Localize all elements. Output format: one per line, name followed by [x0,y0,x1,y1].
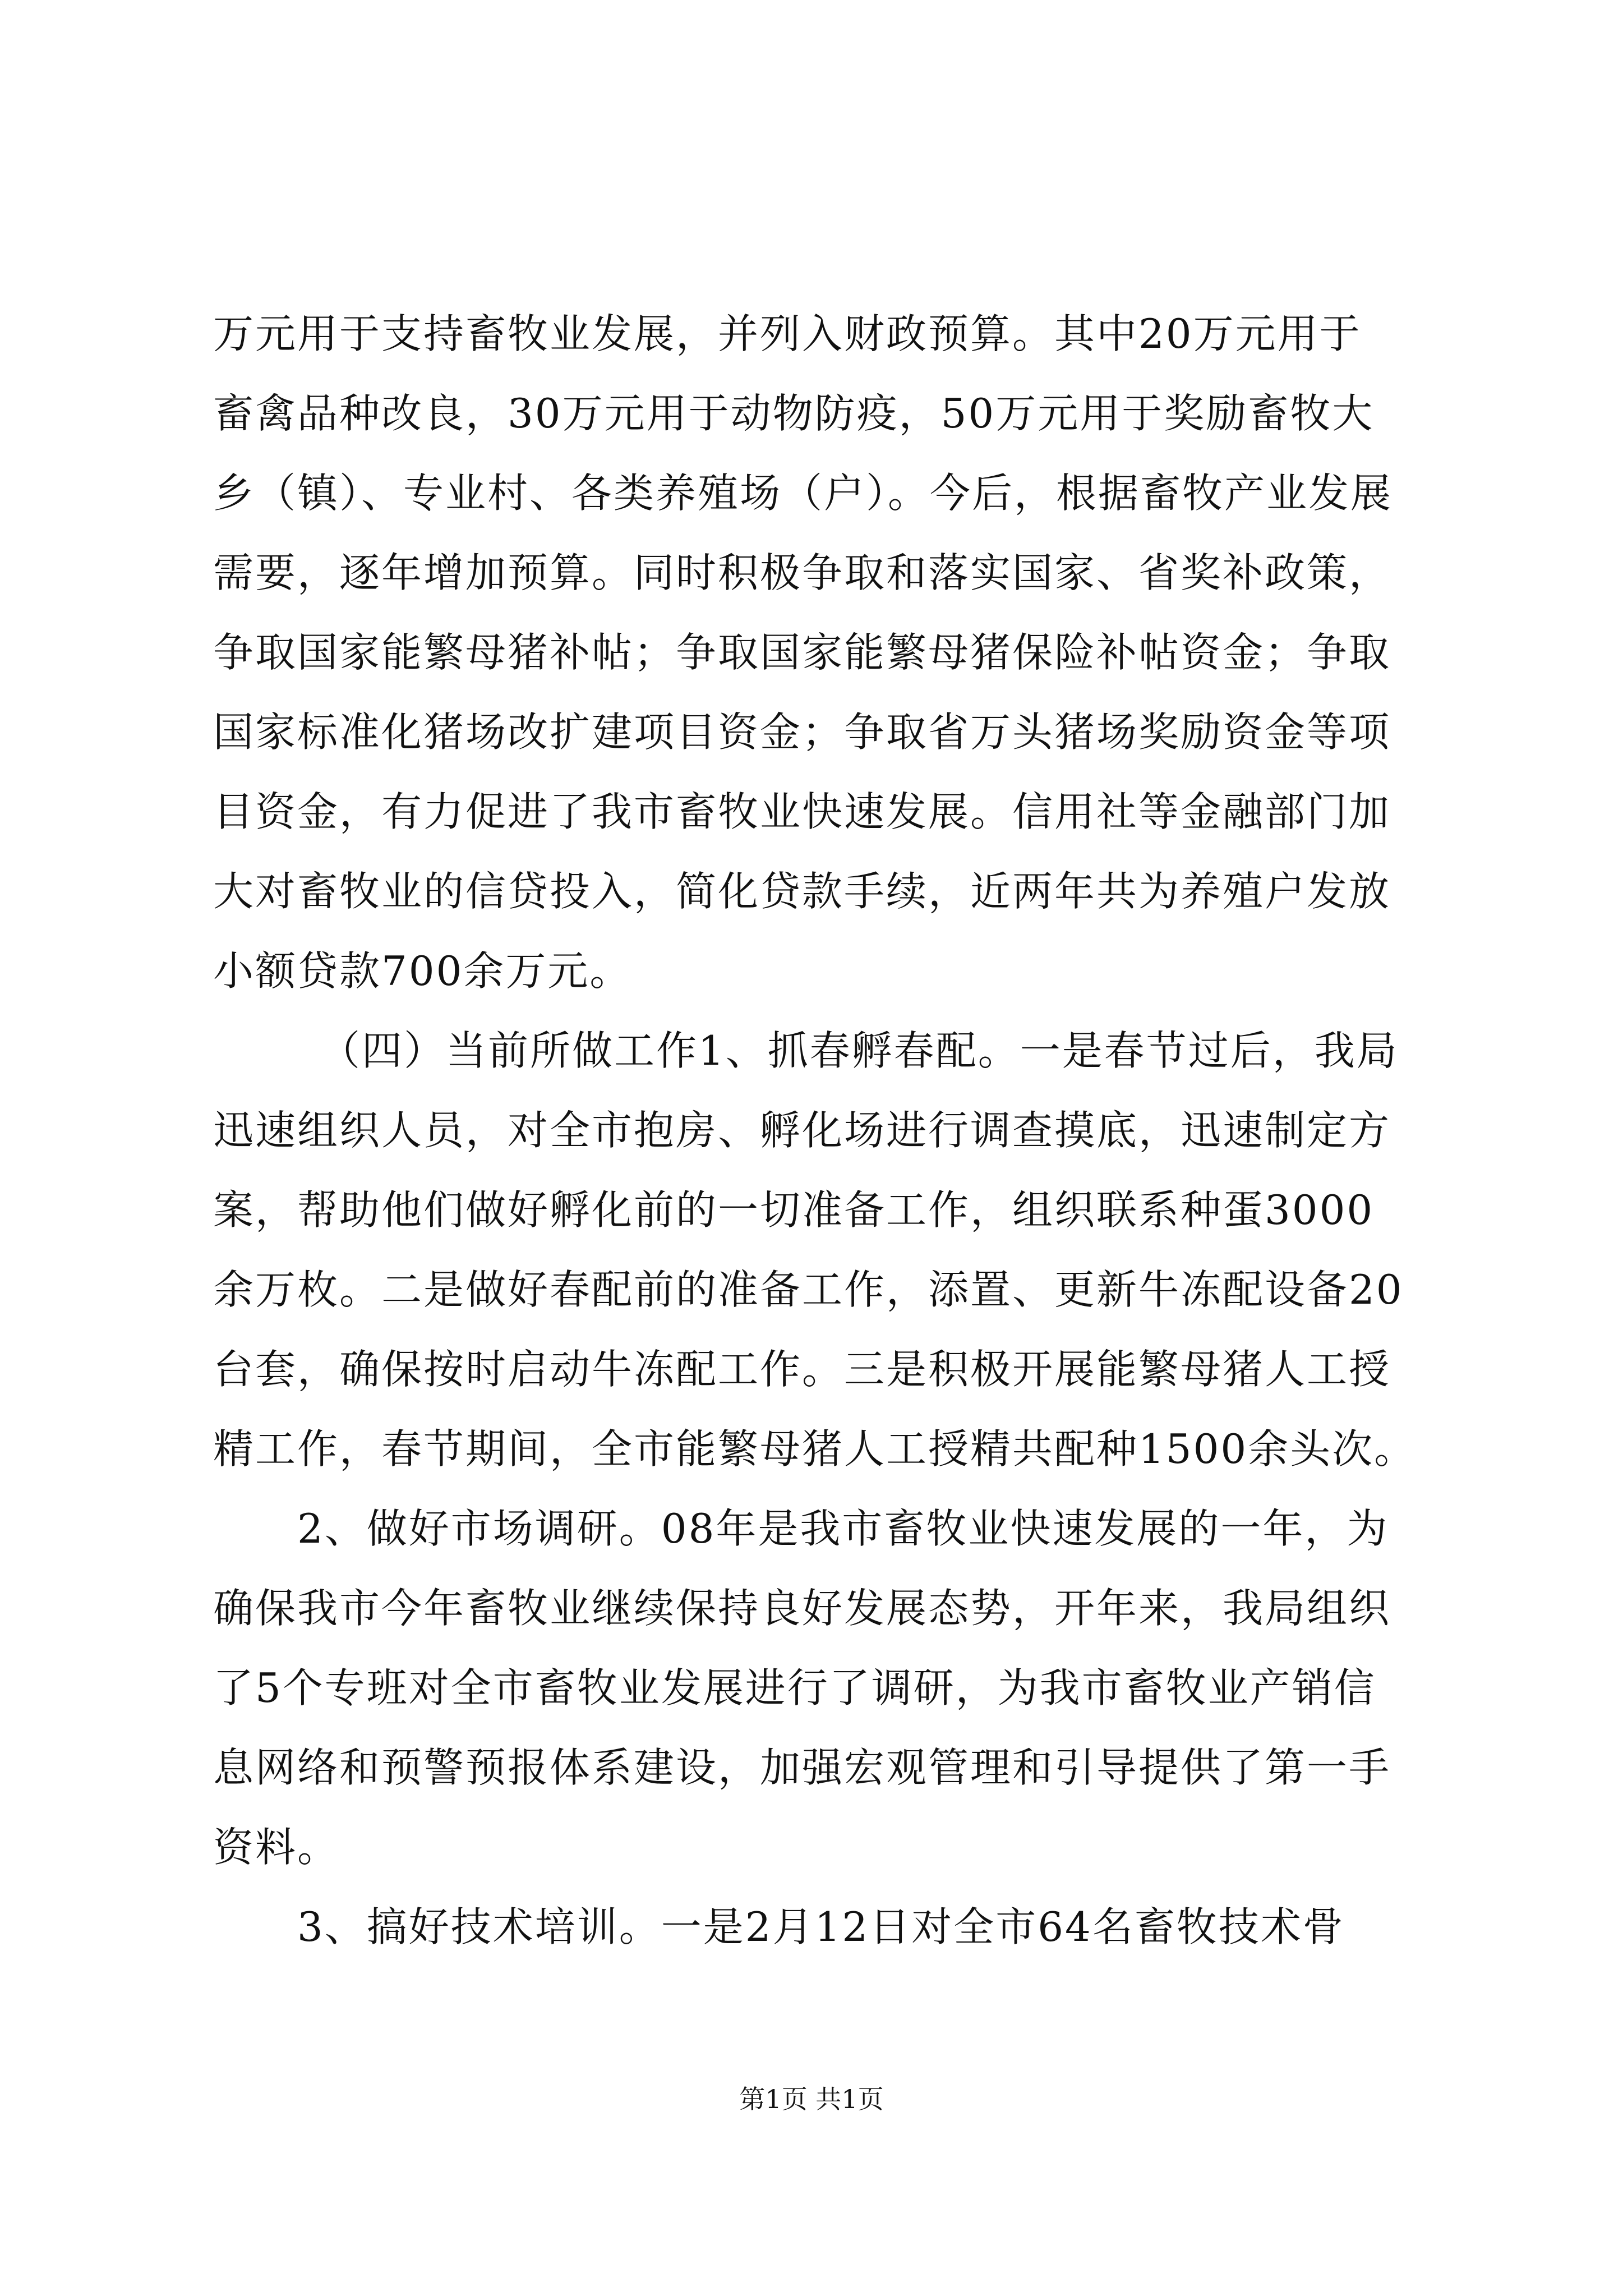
text-line-11: 迅速组织人员，对全市抱房、孵化场进行调查摸底，迅速制定方 [213,1107,1391,1154]
text-line-19: 息网络和预警预报体系建设，加强宏观管理和引导提供了第一手 [213,1744,1391,1791]
paragraph-2-line-1: 2、做好市场调研。08年是我市畜牧业快速发展的一年，为 [297,1505,1389,1552]
text-line-8: 大对畜牧业的信贷投入，简化贷款手续，近两年共为养殖户发放 [213,868,1391,915]
text-line-4: 需要，逐年增加预算。同时积极争取和落实国家、省奖补政策， [213,549,1391,596]
text-line-13: 余万枚。二是做好春配前的准备工作，添置、更新牛冻配设备20 [213,1266,1404,1313]
text-line-14: 台套，确保按时启动牛冻配工作。三是积极开展能繁母猪人工授 [213,1346,1391,1393]
paragraph-3-line-1: 3、搞好技术培训。一是2月12日对全市64名畜牧技术骨 [297,1903,1345,1950]
text-line-3: 乡（镇）、专业村、各类养殖场（户）。今后，根据畜牧产业发展 [213,470,1393,517]
text-line-2: 畜禽品种改良，30万元用于动物防疫，50万元用于奖励畜牧大 [213,390,1375,437]
text-line-17: 确保我市今年畜牧业继续保持良好发展态势，开年来，我局组织 [213,1585,1391,1632]
text-line-5: 争取国家能繁母猪补帖；争取国家能繁母猪保险补帖资金；争取 [213,629,1391,676]
text-line-20: 资料。 [213,1824,340,1871]
paragraph-heading-line: （四）当前所做工作1、抓春孵春配。一是春节过后，我局 [320,1027,1399,1074]
text-line-12: 案，帮助他们做好孵化前的一切准备工作，组织联系种蛋3000 [213,1186,1375,1234]
text-line-6: 国家标准化猪场改扩建项目资金；争取省万头猪场奖励资金等项 [213,708,1391,756]
text-line-15: 精工作，春节期间，全市能繁母猪人工授精共配种1500余头次。 [213,1425,1417,1473]
text-line-1: 万元用于支持畜牧业发展，并列入财政预算。其中20万元用于 [213,310,1362,357]
page-footer: 第1页 共1页 [739,2084,884,2114]
text-line-18: 了5个专班对全市畜牧业发展进行了调研，为我市畜牧业产销信 [213,1664,1376,1711]
text-line-7: 目资金，有力促进了我市畜牧业快速发展。信用社等金融部门加 [213,788,1391,835]
text-line-9: 小额贷款700余万元。 [213,947,632,995]
